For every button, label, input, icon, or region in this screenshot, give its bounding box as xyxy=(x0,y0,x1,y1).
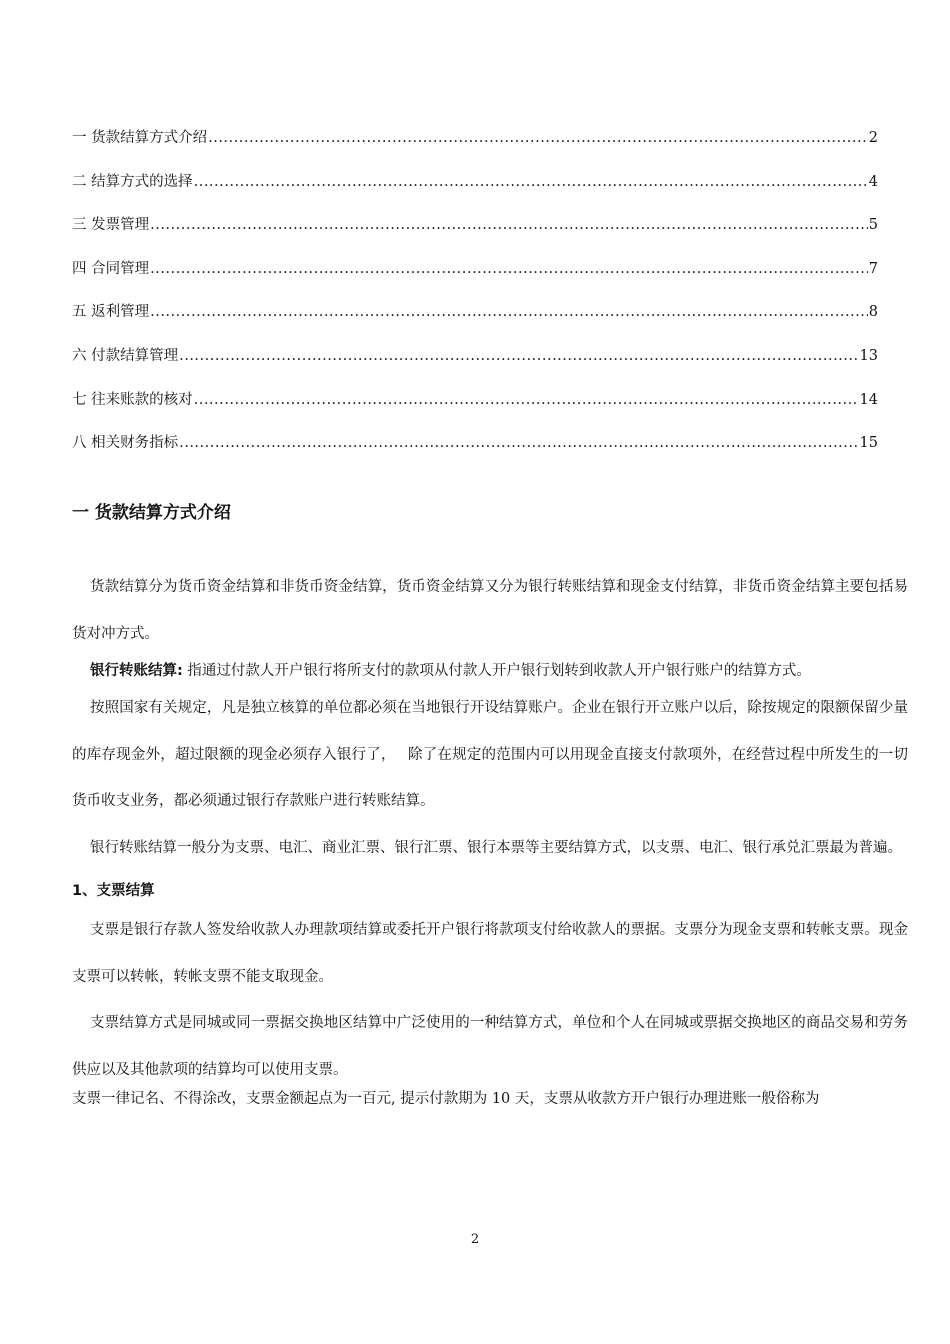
toc-entry[interactable] xyxy=(72,211,878,255)
toc-leader-dots xyxy=(194,386,859,414)
toc-entry-label: 七 往来账款的核对 xyxy=(72,391,193,408)
toc-entry[interactable] xyxy=(72,255,878,299)
toc-entry[interactable] xyxy=(72,429,878,473)
toc-entry-page: 2 xyxy=(868,130,878,146)
paragraph: 银行转账结算一般分为支票、电汇、商业汇票、银行汇票、银行本票等主要结算方式，以支票、电汇、银行承兑汇票最为普遍。 xyxy=(90,839,902,856)
paragraph-text: 指通过付款人开户银行将所支付的款项从付款人开户银行划转到收款人开户银行账户的结算方式。 xyxy=(182,663,811,679)
toc-entry-label: 六 付款结算管理 xyxy=(72,347,179,364)
toc-entry[interactable] xyxy=(72,298,878,342)
paragraph: 支票是银行存款人签发给收款人办理款项结算或委托开户银行将款项支付给收款人的票据。支票分为现金支票和转帐支票。现金支票可以转帐，转帐支票不能支取现金。 xyxy=(72,922,908,985)
paragraph: 货款结算分为货币资金结算和非货币资金结算，货币资金结算又分为银行转账结算和现金支付结算，非货币资金结算主要包括易货对冲方式。 xyxy=(72,579,908,642)
paragraph: 支票一律记名、不得涂改，支票金额起点为一百元, 提示付款期为 10 天，支票从收款方开户银行办理进账一般俗称为 xyxy=(72,1091,820,1107)
toc-entry[interactable] xyxy=(72,386,878,430)
toc-entry-label: 二 结算方式的选择 xyxy=(72,173,193,190)
toc-entry-page: 7 xyxy=(868,260,878,277)
toc-leader-dots xyxy=(194,168,868,196)
toc-entry-page: 13 xyxy=(859,347,878,364)
section-heading: 一 货款结算方式介绍 xyxy=(72,503,231,523)
toc-entry[interactable] xyxy=(72,124,878,168)
toc-leader-dots xyxy=(150,255,868,283)
paragraph-lead-term: 银行转账结算: xyxy=(90,663,183,679)
toc-entry-label: 一 货款结算方式介绍 xyxy=(72,130,208,146)
subsection-heading: 1、支票结算 xyxy=(72,883,155,899)
toc-entry-label: 三 发票管理 xyxy=(72,217,150,234)
body-text xyxy=(72,564,908,1123)
toc-entry-page: 4 xyxy=(868,173,878,190)
toc-entry-page: 14 xyxy=(859,391,878,408)
toc-leader-dots xyxy=(179,429,858,457)
table-of-contents xyxy=(72,124,878,473)
toc-entry-page: 8 xyxy=(868,304,878,321)
page-number: 2 xyxy=(470,1232,480,1247)
toc-leader-dots xyxy=(150,298,868,326)
toc-entry[interactable] xyxy=(72,342,878,386)
paragraph xyxy=(72,657,908,685)
toc-leader-dots xyxy=(150,211,868,239)
toc-entry[interactable] xyxy=(72,168,878,212)
toc-entry-label: 四 合同管理 xyxy=(72,260,150,277)
toc-entry-page: 15 xyxy=(859,435,878,452)
toc-leader-dots xyxy=(179,342,858,370)
toc-entry-label: 八 相关财务指标 xyxy=(72,435,179,452)
toc-leader-dots xyxy=(208,124,868,152)
paragraph: 支票结算方式是同城或同一票据交换地区结算中广泛使用的一种结算方式，单位和个人在同城或票据交换地区的商品交易和劳务供应以及其他款项的结算均可以使用支票。 xyxy=(72,1015,908,1078)
toc-entry-page: 5 xyxy=(868,217,878,234)
paragraph: 按照国家有关规定，凡是独立核算的单位都必须在当地银行开设结算账户。企业在银行开立账户以后，除按规定的限额保留少量的库存现金外，超过限额的现金必须存入银行了， 除了在规定的范围内可以用现金直接支付款项外，在经营过程中所发生的一切货币收支业务，都必须通过银行存款账户进行转账结算。 xyxy=(72,700,908,809)
toc-entry-label: 五 返利管理 xyxy=(72,304,150,321)
